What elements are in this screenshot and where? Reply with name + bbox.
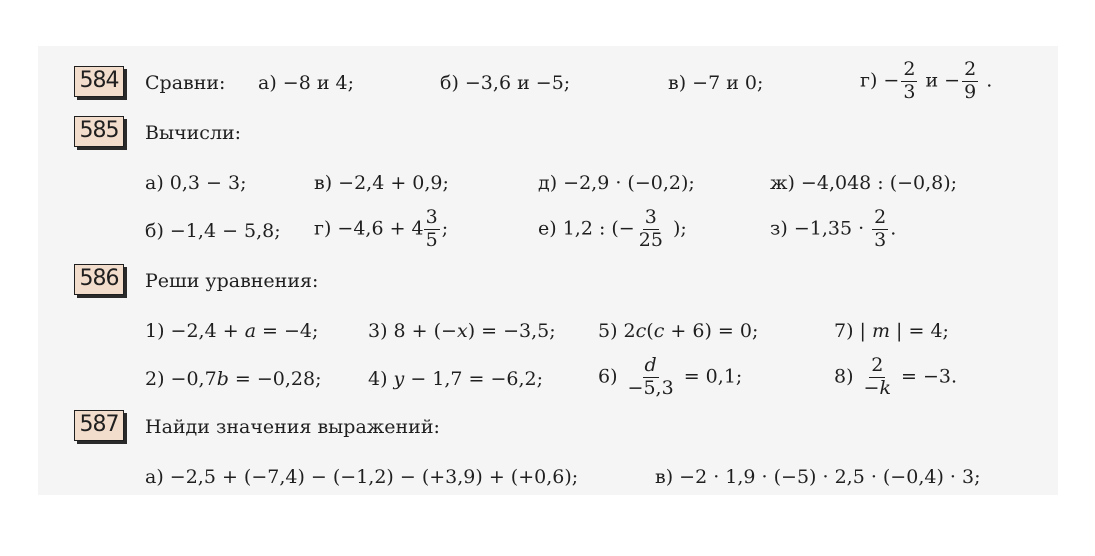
problem-585-item-g: г) −4,6 + 4 $\frac{3}{5}$ ;	[314, 206, 449, 251]
textbook-page	[38, 46, 1058, 495]
fraction: $\frac{2}{3}$	[903, 58, 916, 103]
problem-587-item-v: в) −2 · 1,9 · (−5) · 2,5 · (−0,4) · 3;	[655, 466, 981, 488]
problem-number-584: 584	[74, 66, 124, 97]
problem-586-item-3: 3) 8 + (−x) = −3,5;	[368, 320, 556, 342]
problem-585-item-e: е) 1,2 : (− $\frac{3}{25}$ );	[538, 206, 687, 251]
problem-number-587: 587	[74, 410, 124, 441]
problem-584-item-g: г) − $\frac{2}{3}$ и − $\frac{2}{9}$ .	[860, 58, 993, 103]
problem-586-item-1: 1) −2,4 + a = −4;	[145, 320, 319, 342]
problem-585-item-v: в) −2,4 + 0,9;	[314, 172, 449, 194]
problem-586-title: Реши уравнения:	[145, 270, 319, 292]
problem-586-item-8: 8) $\frac{2}{-k}$ = −3.	[834, 354, 958, 399]
problem-585-item-d: д) −2,9 · (−0,2);	[538, 172, 695, 194]
problem-585-item-a: а) 0,3 − 3;	[145, 172, 247, 194]
problem-584-item-a: а) −8 и 4;	[258, 72, 355, 94]
problem-number-586: 586	[74, 264, 124, 295]
problem-584-item-v: в) −7 и 0;	[668, 72, 764, 94]
problem-587-title: Найди значения выражений:	[145, 416, 440, 438]
problem-587-item-a: а) −2,5 + (−7,4) − (−1,2) − (+3,9) + (+0,6);	[145, 466, 579, 488]
problem-586-item-5: 5) 2c(c + 6) = 0;	[598, 320, 759, 342]
problem-584-title: Сравни:	[145, 72, 226, 94]
problem-585-item-zh: ж) −4,048 : (−0,8);	[770, 172, 958, 194]
problem-585-item-b: б) −1,4 − 5,8;	[145, 220, 281, 242]
problem-586-item-4: 4) y − 1,7 = −6,2;	[368, 368, 544, 390]
problem-585-title: Вычисли:	[145, 122, 242, 144]
problem-586-item-7: 7) | m | = 4;	[834, 320, 949, 342]
problem-number-585: 585	[74, 116, 124, 147]
problem-584-item-b: б) −3,6 и −5;	[440, 72, 571, 94]
problem-586-item-2: 2) −0,7b = −0,28;	[145, 368, 322, 390]
problem-585-item-z: з) −1,35 · $\frac{2}{3}$ .	[770, 206, 897, 251]
problem-586-item-6: 6) $\frac{d}{-5,3}$ = 0,1;	[598, 354, 743, 399]
fraction: $\frac{2}{9}$	[964, 58, 977, 103]
